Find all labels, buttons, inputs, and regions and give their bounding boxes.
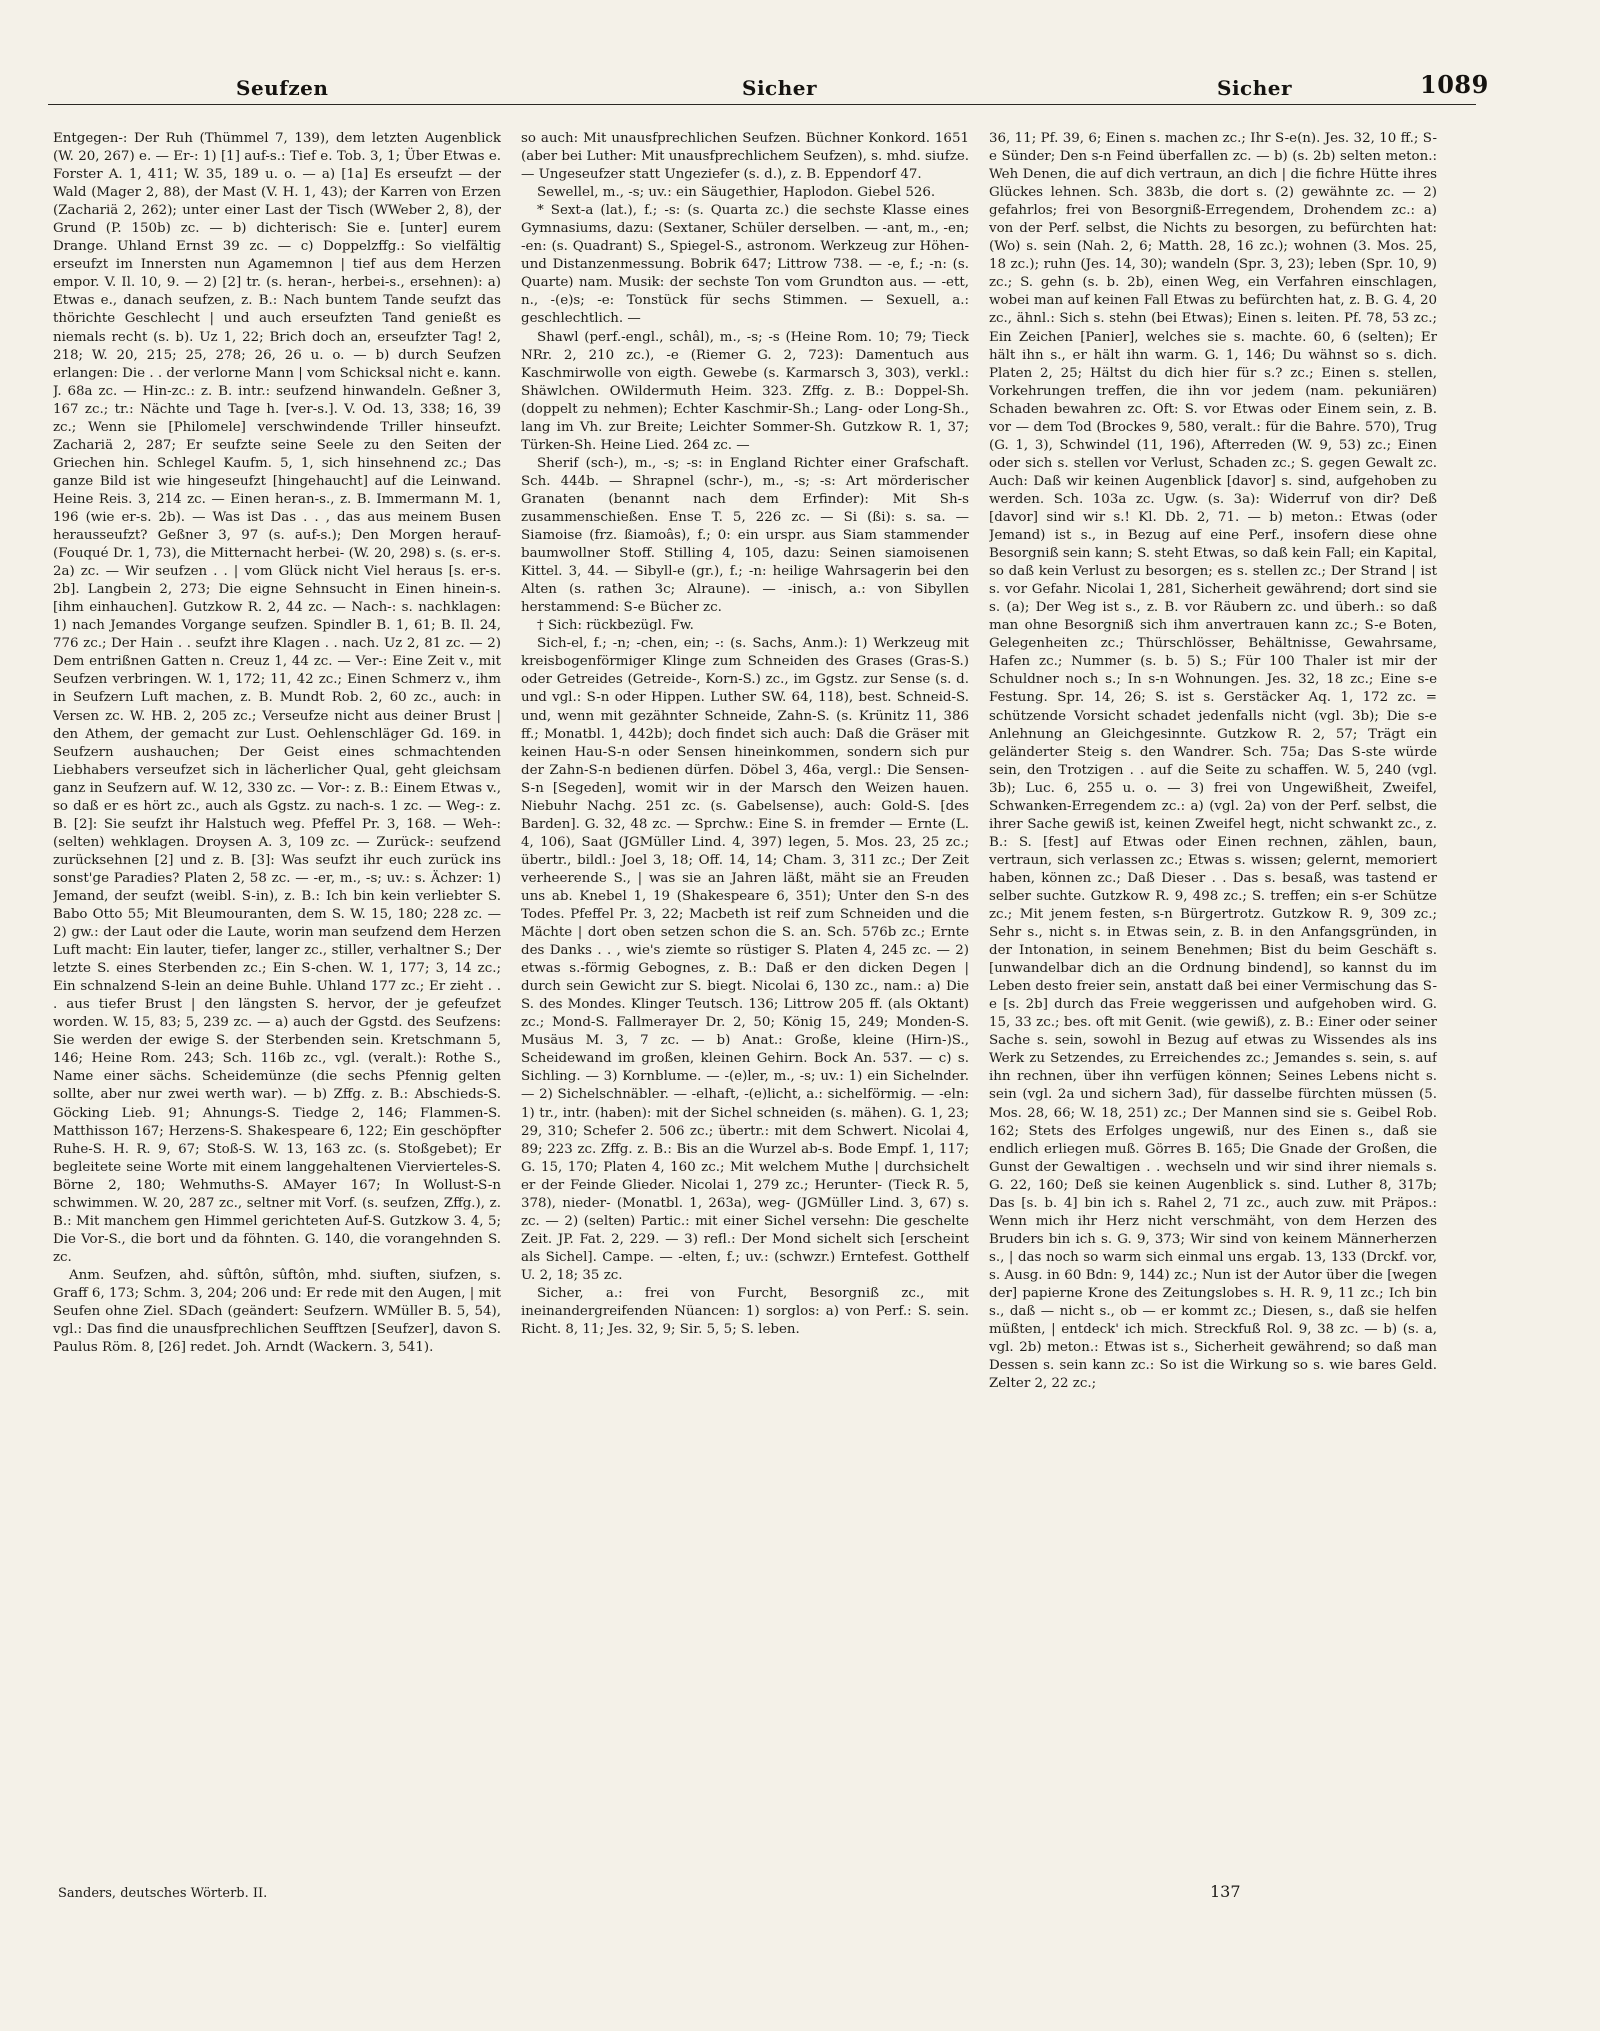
entry-paragraph: * Sext-a (lat.), f.; -s: (s. Quarta zc.) die sechste Klasse eines Gymnasiums, dazu: (Sextaner, Schüler derselben. — -ant, m., -en; -en: (s. Quadrant) S., Spiegel-S., astronom. Werkzeug zur Höhen- und Distanzenmessung. Bobrik 647; Littrow 738. — -e, f.; -n: (s. Quarte) nam. Musik: der sechste Ton vom Grundton aus. — -ett, n., -(e)s; -e: Tonstück für sechs Stimmen. — Sexuell, a.: geschlechtlich. — xyxy=(521,203,969,327)
page-header xyxy=(0,60,1600,120)
running-head-left: Seufzen xyxy=(236,76,329,100)
entry-paragraph: Sich-el, f.; -n; -chen, ein; -: (s. Sachs, Anm.): 1) Werkzeug mit kreisbogenförmiger Klinge zum Schneiden des Grases (Gras-S.) oder Getreides (Getreide-, Korn-S.) zc., im Ggstz. zur Sense (s. d. und vgl.: S-n oder Hippen. Luther SW. 64, 118), best. Schneid-S. und, wenn mit gezähnter Schneide, Zahn-S. (s. Krünitz 11, 386 ff.; Monatbl. 1, 442b); doch findet sich auch: Daß die Gräser mit keinen Hau-S-n oder Sensen hineinkommen, sondern sich pur der Zahn-S-n bedienen dürfen. Döbel 3, 46a, vergl.: Die Sensen-S-n [Segeden], womit wir in der Marsch den Weizen hauen. Niebuhr Nachg. 251 zc. (s. Gabelsense), auch: Gold-S. [des Barden]. G. 32, 48 zc. — Sprchw.: Eine S. in fremder — Ernte (L. 4, 106), Saat (JGMüller Lind. 4, 397) legen, 5. Mos. 23, 25 zc.; übertr., bildl.: Joel 3, 18; Off. 14, 14; Cham. 3, 311 zc.; Der Zeit verheerende S., | was sie an Jahren läßt, mäht sie an Freuden uns ab. Knebel 1, 19 (Shakespeare 6, 351); Unter den S-n des Todes. Pfeffel Pr. 3, 22; Macbeth ist reif zum Schneiden und die Mächte | dort oben setzen schon die S. an. Sch. 576b zc.; Ernte des Danks . . , wie's ziemte so rüstiger S. Platen 4, 245 zc. — 2) etwas s.-förmig Gebognes, z. B.: Daß er den dicken Degen | durch sein Gewicht zur S. biegt. Nicolai 6, 130 zc., nam.: a) Die S. des Mondes. Klinger Teutsch. 136; Littrow 205 ff. (als Oktant) zc.; Mond-S. Fallmerayer Dr. 2, 50; König 15, 249; Monden-S. Musäus M. 3, 7 zc. — b) Anat.: Große, kleine (Hirn-)S., Scheidewand im großen, kleinen Gehirn. Bock An. 537. — c) s. Sichling. — 3) Kornblume. — -(e)ler, m., -s; uv.: 1) ein Sichelnder. — 2) Sichelschnäbler. — -elhaft, -(e)licht, a.: sichelförmig. — -eln: 1) tr., intr. (haben): mit der Sichel schneiden (s. mähen). G. 1, 23; 29, 310; Schefer 2. 506 zc.; übertr.: mit dem Schwert. Nicolai 4, 89; 223 zc. Zffg. z. B.: Bis an die Wurzel ab-s. Bode Empf. 1, 117; G. 15, 170; Platen 4, 160 zc.; Mit welchem Muthe | durchsichelt er der Feinde Glieder. Nicolai 1, 279 zc.; Herunter- (Tieck R. 5, 378), nieder- (Monatbl. 1, 263a), weg- (JGMüller Lind. 3, 67) s. zc. — 2) (selten) Partic.: mit einer Sichel versehn: Die geschelte Zeit. JP. Fat. 2, 229. — 3) refl.: Der Mond sichelt sich [erscheint als Sichel]. Campe. — -elten, f.; uv.: (schwzr.) Erntefest. Gotthelf U. 2, 18; 35 zc. xyxy=(521,636,969,1283)
running-head-right: Sicher xyxy=(1217,76,1293,100)
page-number: 1089 xyxy=(1420,70,1489,99)
entry-paragraph: Shawl (perf.-engl., schâl), m., -s; -s (Heine Rom. 10; 79; Tieck NRr. 2, 210 zc.), -e (Riemer G. 2, 723): Damentuch aus Kaschmirwolle von eigth. Gewebe (s. Karmarsch 3, 303), verkl.: Shäwlchen. OWildermuth Heim. 323. Zffg. z. B.: Doppel-Sh. (doppelt zu nehmen); Echter Kaschmir-Sh.; Lang- oder Long-Sh., lang im Vh. zur Breite; Leichter Sommer-Sh. Gutzkow R. 1, 37; Türken-Sh. Heine Lied. 264 zc. — xyxy=(521,329,969,453)
entry-paragraph: Sewellel, m., -s; uv.: ein Säugethier, Haplodon. Giebel 526. xyxy=(537,185,936,201)
signature-mark: 137 xyxy=(1210,1882,1241,1901)
header-rule xyxy=(48,104,1476,105)
entry-paragraph: 36, 11; Pf. 39, 6; Einen s. machen zc.; Ihr S-e(n). Jes. 32, 10 ff.; S-e Sünder; Den s-n Feind überfallen zc. — b) (s. 2b) selten meton.: Weh Denen, die auf dich vertraun, an dich | die fichre Hütte ihres Glückes lehnen. Sch. 383b, die dort s. (2) gewähnte zc. — 2) gefahrlos; frei von Besorgniß-Erregendem, Drohendem zc.: a) von der Perf. selbst, die Nichts zu besorgen, zu befürchten hat: (Wo) s. sein (Nah. 2, 6; Matth. 28, 16 zc.); wohnen (3. Mos. 25, 18 zc.); ruhn (Jes. 14, 30); wandeln (Spr. 3, 23); leben (Spr. 10, 9) zc.; S. gehn (s. b. 2b), einen Weg, ein Verfahren einschlagen, wobei man auf keinen Fall Etwas zu befürchten hat, z. B. G. 4, 20 zc., ähnl.: Sich s. stehn (bei Etwas); Einen s. leiten. Pf. 78, 53 zc.; Ein Zeichen [Panier], welches sie s. machte. 60, 6 (selten); Er hält ihn s., er hält ihn warm. G. 1, 146; Du wähnst so s. dich. Platen 2, 25; Hältst du dich hier für s.? zc.; Einen s. stellen, Vorkehrungen treffen, die ihn vor jedem (nam. pekuniären) Schaden bewahren zc. Oft: S. vor Etwas oder Einem sein, z. B. vor — dem Tod (Brockes 9, 580, veralt.: für die Bahre. 570), Trug (G. 1, 3), Schwindel (11, 196), Afterreden (W. 9, 53) zc.; Einen oder sich s. stellen vor Verlust, Schaden zc.; S. gegen Gewalt zc. Auch: Daß wir keinen Augenblick [davor] s. sind, aufgehoben zu werden. Sch. 103a zc. Ugw. (s. 3a): Widerruf von dir? Deß [davor] sind wir s.! Kl. Db. 2, 71. — b) meton.: Etwas (oder Jemand) ist s., in Bezug auf eine Perf., insofern diese ohne Besorgniß sein kann; S. steht Etwas, so daß kein Fall; ein Kapital, so daß kein Verlust zu besorgen; es s. stellen zc.; Der Strand | ist s. vor Gefahr. Nicolai 1, 281, Sicherheit gewährend; dort sind sie s. (a); Der Weg ist s., z. B. vor Räubern zc. und überh.: so daß man ohne Besorgniß sich ihm anvertrauen kann zc.; S-e Boten, Gelegenheiten zc.; Thürschlösser, Behältnisse, Gewahrsame, Hafen zc.; Nummer (s. b. 5) S.; Für 100 Thaler ist mir der Schuldner noch s.; In s-n Wohnungen. Jes. 32, 18 zc.; Eine s-e Festung. Spr. 14, 26; S. ist s. Gerstäcker Aq. 1, 172 zc. = schützende Vorsicht schadet jedenfalls nicht (vgl. 3b); Die s-e Anlehnung an Gleichgesinnte. Gutzkow R. 2, 57; Trägt ein geländerter Steig s. den Wandrer. Sch. 75a; Das S-ste würde sein, den Trotzigen . . auf die Seite zu schaffen. W. 5, 240 (vgl. 3b); Luc. 6, 255 u. o. — 3) frei von Ungewißheit, Zweifel, Schwanken-Erregendem zc.: a) (vgl. 2a) von der Perf. selbst, die ihrer Sache gewiß ist, keinen Zweifel hegt, nicht schwankt zc., z. B.: S. [fest] auf Etwas oder Einen rechnen, zählen, baun, vertraun, sich verlassen zc.; Etwas s. wissen; gelernt, memoriert haben, können zc.; Daß Dieser . . Das s. besaß, was tastend er selber suchte. Gutzkow R. 9, 498 zc.; S. treffen; ein s-er Schütze zc.; Mit jenem festen, s-n Bürgertrotz. Gutzkow R. 9, 309 zc.; Sehr s., nicht s. in Etwas sein, z. B. in den Anfangsgründen, in der Intonation, in seinem Benehmen; Bist du beim Geschäft s. [unwandelbar dich an die Ordnung bindend], so kannst du im Leben desto freier sein, anstatt daß bei einer Vermischung das S-e [s. 2b] durch das Freie weggerissen und aufgehoben wird. G. 15, 33 zc.; bes. oft mit Genit. (wie gewiß), z. B.: Einer oder seiner Sache s. sein, sowohl in Bezug auf etwas zu Wissendes als ins Werk zu Setzendes, zu Erreichendes zc.; Jemandes s. sein, s. auf ihn rechnen, über ihn verfügen können; Seines Lebens nicht s. sein (vgl. 2a und sichern 3ad), für dasselbe fürchten müssen (5. Mos. 28, 66; W. 18, 251) zc.; Der Mannen sind sie s. Geibel Rob. 162; Stets des Erfolges ungewiß, nur des Einen s., daß sie endlich erliegen muß. Görres B. 165; Die Gnade der Großen, die Gunst der Gewaltigen . . wechseln und wir sind ihrer niemals s. G. 22, 160; Deß sie keinen Augenblick s. sind. Luther 8, 317b; Das [s. b. 4] bin ich s. Rahel 2, 71 zc., auch zuw. mit Präpos.: Wenn mich ihr Herz nicht verschmäht, von dem Herzen des Bruders bin ich s. G. 9, 373; Wir sind von keinem Männerherzen s., | das noch so warm sich einmal uns ergab. 13, 133 (Drckf. vor, s. Ausg. in 60 Bdn: 9, 144) zc.; Nun ist der Autor über die [wegen der] papierne Krone des Zeitungslobes s. H. R. 9, 11 zc.; Ich bin s., daß — nicht s., ob — er kommt zc.; Diesen, s., daß sie helfen müßten, | entdeck' ich mich. Streckfuß Rol. 9, 38 zc. — b) (s. a, vgl. 2b) meton.: Etwas ist s., Sicherheit gewährend; so daß man Dessen s. sein kann zc.: So ist die Wirkung so s. wie bares Geld. Zelter 2, 22 zc.; xyxy=(989,131,1437,1392)
column-left xyxy=(53,130,501,1930)
footer-imprint: Sanders, deutsches Wörterb. II. xyxy=(58,1886,268,1901)
running-head-center: Sicher xyxy=(742,76,818,100)
entry-paragraph: Sherif (sch-), m., -s; -s: in England Richter einer Grafschaft. Sch. 444b. — Shrapnel (schr-), m., -s; -s: Art mörderischer Granaten (benannt nach dem Erfinder): Mit Sh-s zusammenschießen. Ense T. 5, 226 zc. — Si (ßi): s. sa. — Siamoise (frz. ßiamoâs), f.; 0: ein urspr. aus Siam stammender baumwollner Stoff. Stilling 4, 105, dazu: Seinen siamoisenen Kittel. 3, 44. — Sibyll-e (gr.), f.; -n: heilige Wahrsagerin bei den Alten (s. rathen 3c; Alraune). — -inisch, a.: von Sibyllen herstammend: S-e Bücher zc. xyxy=(521,455,969,616)
entry-paragraph: Entgegen-: Der Ruh (Thümmel 7, 139), dem letzten Augenblick (W. 20, 267) e. — Er-: 1) [1] auf-s.: Tief e. Tob. 3, 1; Über Etwas e. Forster A. 1, 411; W. 35, 189 u. o. — a) [1a] Es erseufzt — der Wald (Mager 2, 88), der Mast (V. H. 1, 43); der Karren von Erzen (Zachariä 2, 262); unter einer Last der Tisch (WWeber 2, 8), der Grund (P. 150b) zc. — b) dichterisch: Sie e. [unter] eurem Drange. Uhland Ernst 39 zc. — c) Doppelzffg.: So vielfältig erseufzt im Innersten nun Agamemnon | tief aus dem Herzen empor. V. Il. 10, 9. — 2) [2] tr. (s. heran-, herbei-s., ersehnen): a) Etwas e., danach seufzen, z. B.: Nach buntem Tande seufzt das thörichte Geschlecht | und auch erseufzten Tand genießt es niemals recht (s. b). Uz 1, 22; Brich doch an, erseufzter Tag! 2, 218; W. 20, 215; 25, 278; 26, 26 u. o. — b) durch Seufzen erlangen: Die . . der verlorne Mann | vom Schicksal nicht e. kann. J. 68a zc. — Hin-zc.: z. B. intr.: seufzend hinwandeln. Geßner 3, 167 zc.; tr.: Nächte und Tage h. [ver-s.]. V. Od. 13, 338; 16, 39 zc.; Wenn sie [Philomele] verschwindende Triller hinseufzt. Zachariä 2, 287; Er seufzte seine Seele zu den Seiten der Griechen hin. Schlegel Kaufm. 5, 1, sich hinsehnend zc.; Das ganze Bild ist wie hingeseufzt [hingehaucht] auf die Leinwand. Heine Reis. 3, 214 zc. — Einen heran-s., z. B. Immermann M. 1, 196 (wie er-s. 2b). — Was ist Das . . , das aus meinem Busen herausseufzt? Geßner 3, 97 (s. auf-s.); Den Morgen herauf- (Fouqué Dr. 1, 73), die Mitternacht herbei- (W. 20, 298) s. (s. er-s. 2a) zc. — Wir seufzen . . | vom Glück nicht Viel heraus [s. er-s. 2b]. Langbein 2, 273; Die eigne Sehnsucht in Einen hinein-s. [ihm einhauchen]. Gutzkow R. 2, 44 zc. — Nach-: s. nachklagen: 1) nach Jemandes Vorgange seufzen. Spindler B. 1, 61; B. Il. 24, 776 zc.; Der Hain . . seufzt ihre Klagen . . nach. Uz 2, 81 zc. — 2) Dem entrißnen Gatten n. Creuz 1, 44 zc. — Ver-: Eine Zeit v., mit Seufzen verbringen. W. 1, 172; 11, 42 zc.; Einen Schmerz v., ihm in Seufzern Luft machen, z. B. Mundt Rob. 2, 60 zc., auch: in Versen zc. W. HB. 2, 205 zc.; Verseufze nicht aus deiner Brust | den Athem, der gemacht zur Lust. Oehlenschläger Gd. 169. in Seufzern aushauchen; Der Geist eines schmachtenden Liebhabers verseufzet sich in lächerlicher Qual, geht gleichsam ganz in Seufzern auf. W. 12, 330 zc. — Vor-: z. B.: Einem Etwas v., so daß er es hört zc., auch als Ggstz. zu nach-s. 1 zc. — Weg-: z. B. [2]: Sie seufzt ihr Halstuch weg. Pfeffel Pr. 3, 168. — Weh-: (selten) wehklagen. Droysen A. 3, 109 zc. — Zurück-: seufzend zurücksehnen [2] und z. B. [3]: Was seufzt ihr euch zurück ins sonst'ge Paradies? Platen 2, 58 zc. — -er, m., -s; uv.: s. Ächzer: 1) Jemand, der seufzt (weibl. S-in), z. B.: Ich bin kein verliebter S. Babo Otto 55; Mit Bleumouranten, dem S. W. 15, 180; 228 zc. — 2) gw.: der Laut oder die Laute, worin man seufzend dem Herzen Luft macht: Ein lauter, tiefer, langer zc., stiller, verhaltner S.; Der letzte S. eines Sterbenden zc.; Ein S-chen. W. 1, 177; 3, 14 zc.; Ein schnalzend S-lein an deine Buhle. Uhland 177 zc.; Er zieht . . . aus tiefer Brust | den längsten S. hervor, der je gefeufzet worden. W. 15, 83; 5, 239 zc. — a) auch der Ggstd. des Seufzens: Sie werden der ewige S. der Sterbenden sein. Kretschmann 5, 146; Heine Rom. 243; Sch. 116b zc., vgl. (veralt.): Rothe S., Name einer sächs. Scheidemünze (die sechs Pfennig gelten sollte, aber nur zwei werth war). — b) Zffg. z. B.: Abschieds-S. Göcking Lieb. 91; Ahnungs-S. Tiedge 2, 146; Flammen-S. Matthisson 167; Herzens-S. Shakespeare 6, 122; Ein geschöpfter Ruhe-S. H. R. 9, 67; Stoß-S. W. 13, 163 zc. (s. Stoßgebet); Er begleitete seine Worte mit einem langgehaltenen Viervierteles-S. Börne 2, 180; Wehmuths-S. AMayer 167; In Wollust-S-n schwimmen. W. 20, 287 zc., seltner mit Vorf. (s. seufzen, Zffg.), z. B.: Mit manchem gen Himmel gerichteten Auf-S. Gutzkow 3. 4, 5; Die Vor-S., die bort und da föhnten. G. 140, die vorangehnden S. zc. xyxy=(53,131,501,1265)
column-right xyxy=(989,130,1437,1930)
column-middle xyxy=(521,130,969,1930)
entry-paragraph: Sicher, a.: frei von Furcht, Besorgniß zc., mit ineinandergreifenden Nüancen: 1) sorglos: a) von Perf.: S. sein. Richt. 8, 11; Jes. 32, 9; Sir. 5, 5; S. leben. xyxy=(521,1286,969,1338)
entry-paragraph: so auch: Mit unausfprechlichen Seufzen. Büchner Konkord. 1651 (aber bei Luther: Mit unausfprechlichem Seufzen), s. mhd. siufze. — Ungeseufzer statt Ungeziefer (s. d.), z. B. Eppendorf 47. xyxy=(521,131,969,183)
entry-paragraph: † Sich: rückbezügl. Fw. xyxy=(537,618,694,634)
annotation-paragraph: Anm. Seufzen, ahd. sûftôn, sûftôn, mhd. siuften, siufzen, s. Graff 6, 173; Schm. 3, 204; 206 und: Er rede mit den Augen, | mit Seufen ohne Ziel. SDach (geändert: Seufzern. WMüller B. 5, 54), vgl.: Das find die unausfprechlichen Seufftzen [Seufzer], davon S. Paulus Röm. 8, [26] redet. Joh. Arndt (Wackern. 3, 541). xyxy=(53,1267,501,1356)
